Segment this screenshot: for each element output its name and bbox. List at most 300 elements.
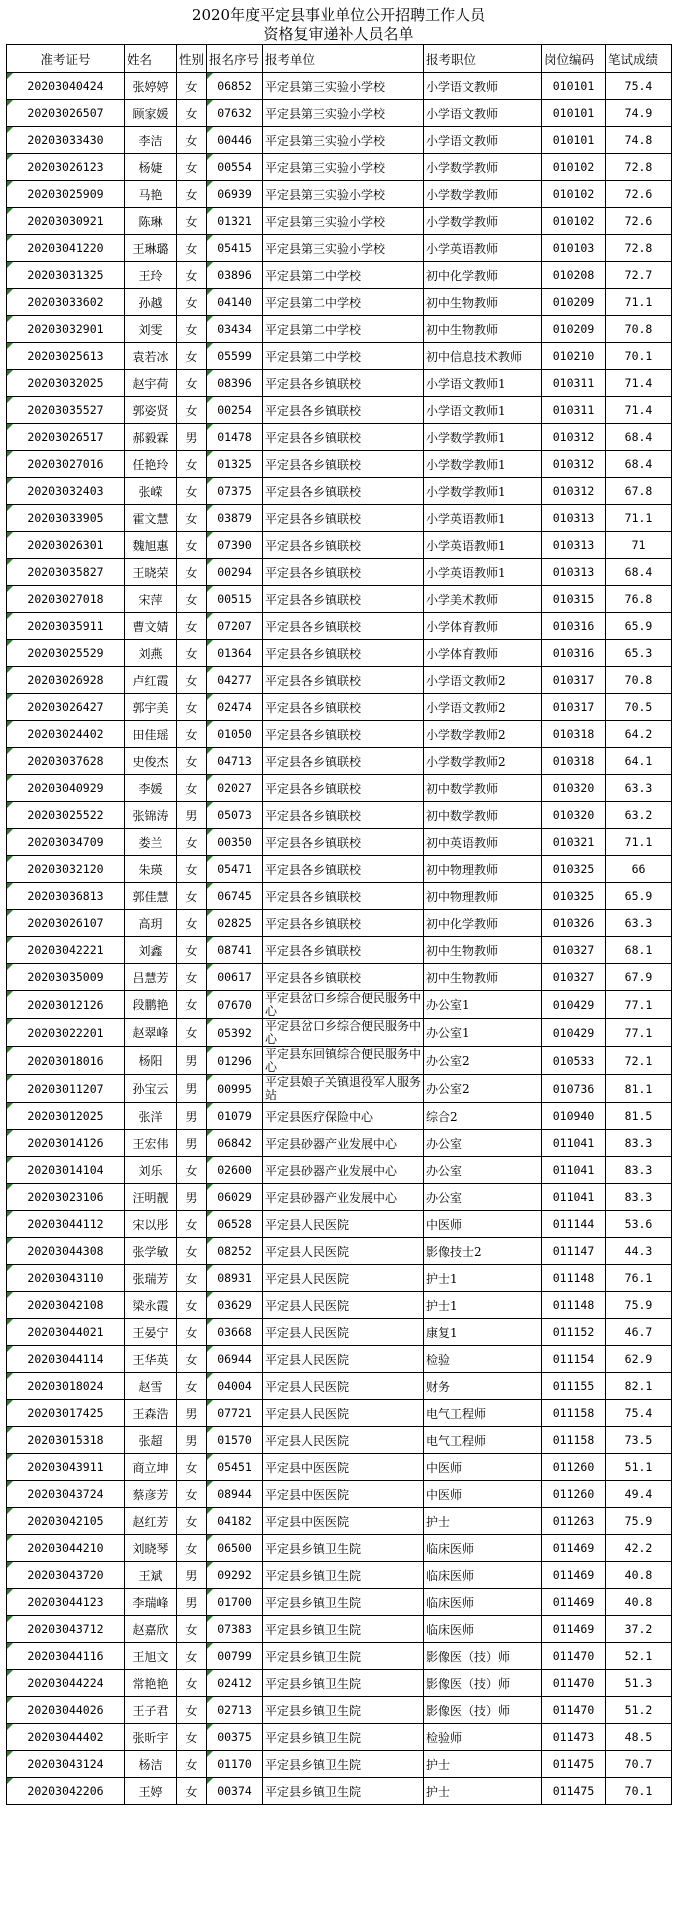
registration-number-cell: 01700: [207, 1589, 263, 1616]
name-cell: 李瑞峰: [125, 1589, 177, 1616]
document-sheet: [6, 6, 671, 1805]
registration-number-cell: 06500: [207, 1535, 263, 1562]
table-row: [7, 1427, 672, 1454]
gender-cell: 女: [177, 964, 207, 991]
table-row: [7, 775, 672, 802]
registration-number-cell: 01296: [207, 1047, 263, 1075]
position-code-cell: 011469: [542, 1562, 606, 1589]
exam-number-cell: 20203030921: [7, 208, 125, 235]
score-cell: 70.7: [606, 1751, 672, 1778]
score-cell: 74.9: [606, 100, 672, 127]
employer-cell: 平定县各乡镇联校: [263, 910, 424, 937]
employer-cell: 平定县第二中学校: [263, 343, 424, 370]
gender-cell: 女: [177, 1292, 207, 1319]
exam-number-cell: 20203018024: [7, 1373, 125, 1400]
score-cell: 71.1: [606, 289, 672, 316]
gender-cell: 女: [177, 910, 207, 937]
table-row: [7, 694, 672, 721]
gender-cell: 女: [177, 991, 207, 1019]
exam-number-cell: 20203034709: [7, 829, 125, 856]
position-cell: 护士: [424, 1751, 542, 1778]
table-row: [7, 559, 672, 586]
position-code-cell: 010102: [542, 208, 606, 235]
position-cell: 办公室2: [424, 1047, 542, 1075]
position-code-cell: 011155: [542, 1373, 606, 1400]
table-row: [7, 1670, 672, 1697]
employer-cell: 平定县人民医院: [263, 1238, 424, 1265]
exam-number-cell: 20203044114: [7, 1346, 125, 1373]
exam-number-cell: 20203026507: [7, 100, 125, 127]
registration-number-cell: 00799: [207, 1643, 263, 1670]
gender-cell: 女: [177, 613, 207, 640]
name-cell: 汪明靓: [125, 1184, 177, 1211]
score-cell: 70.1: [606, 343, 672, 370]
name-cell: 常艳艳: [125, 1670, 177, 1697]
table-row: [7, 505, 672, 532]
score-cell: 83.3: [606, 1157, 672, 1184]
position-cell: 小学语文教师2: [424, 667, 542, 694]
employer-cell: 平定县各乡镇联校: [263, 802, 424, 829]
position-code-cell: 011148: [542, 1265, 606, 1292]
score-cell: 46.7: [606, 1319, 672, 1346]
employer-cell: 平定县砂器产业发展中心: [263, 1184, 424, 1211]
position-cell: 中医师: [424, 1454, 542, 1481]
exam-number-cell: 20203042108: [7, 1292, 125, 1319]
table-row: [7, 856, 672, 883]
score-cell: 72.6: [606, 181, 672, 208]
score-cell: 68.1: [606, 937, 672, 964]
employer-cell: 平定县第三实验小学校: [263, 208, 424, 235]
gender-cell: 女: [177, 262, 207, 289]
employer-cell: 平定县各乡镇联校: [263, 964, 424, 991]
name-cell: 王宏伟: [125, 1130, 177, 1157]
exam-number-cell: 20203043110: [7, 1265, 125, 1292]
gender-cell: 女: [177, 1697, 207, 1724]
gender-cell: 女: [177, 1481, 207, 1508]
employer-cell: 平定县人民医院: [263, 1319, 424, 1346]
position-cell: 办公室1: [424, 1019, 542, 1047]
gender-cell: 女: [177, 289, 207, 316]
registration-number-cell: 09292: [207, 1562, 263, 1589]
score-cell: 68.4: [606, 451, 672, 478]
position-cell: 小学英语教师: [424, 235, 542, 262]
name-cell: 商立坤: [125, 1454, 177, 1481]
position-code-cell: 011148: [542, 1292, 606, 1319]
gender-cell: 女: [177, 856, 207, 883]
name-cell: 刘乐: [125, 1157, 177, 1184]
position-code-cell: 010209: [542, 316, 606, 343]
score-cell: 44.3: [606, 1238, 672, 1265]
position-code-cell: 010209: [542, 289, 606, 316]
position-code-cell: 010429: [542, 1019, 606, 1047]
position-code-cell: 010325: [542, 856, 606, 883]
registration-number-cell: 05451: [207, 1454, 263, 1481]
position-cell: 小学数学教师1: [424, 424, 542, 451]
position-cell: 影像医（技）师: [424, 1697, 542, 1724]
exam-number-cell: 20203032120: [7, 856, 125, 883]
table-row: [7, 1778, 672, 1805]
score-cell: 70.8: [606, 667, 672, 694]
position-code-cell: 010940: [542, 1103, 606, 1130]
table-row: [7, 1481, 672, 1508]
position-cell: 初中生物教师: [424, 289, 542, 316]
exam-number-cell: 20203026517: [7, 424, 125, 451]
score-cell: 73.5: [606, 1427, 672, 1454]
table-row: [7, 343, 672, 370]
score-cell: 77.1: [606, 991, 672, 1019]
position-cell: 办公室: [424, 1157, 542, 1184]
exam-number-cell: 20203014104: [7, 1157, 125, 1184]
position-cell: 电气工程师: [424, 1427, 542, 1454]
position-cell: 护士: [424, 1778, 542, 1805]
employer-cell: 平定县乡镇卫生院: [263, 1778, 424, 1805]
table-row: [7, 1751, 672, 1778]
registration-number-cell: 04182: [207, 1508, 263, 1535]
name-cell: 蔡彦芳: [125, 1481, 177, 1508]
score-cell: 37.2: [606, 1616, 672, 1643]
registration-number-cell: 02412: [207, 1670, 263, 1697]
table-row: [7, 667, 672, 694]
exam-number-cell: 20203035527: [7, 397, 125, 424]
gender-cell: 女: [177, 343, 207, 370]
position-cell: 小学英语教师1: [424, 532, 542, 559]
table-row: [7, 1535, 672, 1562]
header-cell: 报考职位: [424, 45, 542, 73]
table-row: [7, 1508, 672, 1535]
exam-number-cell: 20203043712: [7, 1616, 125, 1643]
registration-number-cell: 08944: [207, 1481, 263, 1508]
position-cell: 办公室1: [424, 991, 542, 1019]
registration-number-cell: 07390: [207, 532, 263, 559]
table-row: [7, 748, 672, 775]
header-cell: 笔试成绩: [606, 45, 672, 73]
header-cell: 性别: [177, 45, 207, 73]
position-code-cell: 011041: [542, 1130, 606, 1157]
position-code-cell: 010533: [542, 1047, 606, 1075]
score-cell: 48.5: [606, 1724, 672, 1751]
name-cell: 王琳璐: [125, 235, 177, 262]
gender-cell: 女: [177, 1319, 207, 1346]
score-cell: 75.9: [606, 1508, 672, 1535]
registration-number-cell: 01079: [207, 1103, 263, 1130]
exam-number-cell: 20203022201: [7, 1019, 125, 1047]
name-cell: 李媛: [125, 775, 177, 802]
score-cell: 51.1: [606, 1454, 672, 1481]
score-cell: 72.6: [606, 208, 672, 235]
table-row: [7, 73, 672, 100]
employer-cell: 平定县各乡镇联校: [263, 505, 424, 532]
position-cell: 中医师: [424, 1211, 542, 1238]
registration-number-cell: 06852: [207, 73, 263, 100]
position-code-cell: 010103: [542, 235, 606, 262]
name-cell: 杨婕: [125, 154, 177, 181]
exam-number-cell: 20203044116: [7, 1643, 125, 1670]
position-code-cell: 010325: [542, 883, 606, 910]
registration-number-cell: 00995: [207, 1075, 263, 1103]
gender-cell: 女: [177, 1670, 207, 1697]
position-cell: 小学英语教师1: [424, 559, 542, 586]
employer-cell: 平定县各乡镇联校: [263, 775, 424, 802]
score-cell: 77.1: [606, 1019, 672, 1047]
position-code-cell: 010316: [542, 640, 606, 667]
gender-cell: 女: [177, 181, 207, 208]
registration-number-cell: 00294: [207, 559, 263, 586]
position-code-cell: 010311: [542, 397, 606, 424]
table-row: [7, 991, 672, 1019]
employer-cell: 平定县乡镇卫生院: [263, 1697, 424, 1724]
table-row: [7, 1292, 672, 1319]
registration-number-cell: 07721: [207, 1400, 263, 1427]
gender-cell: 男: [177, 1589, 207, 1616]
exam-number-cell: 20203017425: [7, 1400, 125, 1427]
registration-number-cell: 03879: [207, 505, 263, 532]
score-cell: 51.3: [606, 1670, 672, 1697]
employer-cell: 平定县砂器产业发展中心: [263, 1130, 424, 1157]
table-row: [7, 1643, 672, 1670]
position-cell: 护士1: [424, 1265, 542, 1292]
position-code-cell: 011469: [542, 1535, 606, 1562]
table-row: [7, 208, 672, 235]
name-cell: 宋萍: [125, 586, 177, 613]
employer-cell: 平定县各乡镇联校: [263, 613, 424, 640]
exam-number-cell: 20203044021: [7, 1319, 125, 1346]
gender-cell: 女: [177, 1724, 207, 1751]
score-cell: 67.9: [606, 964, 672, 991]
exam-number-cell: 20203044112: [7, 1211, 125, 1238]
table-row: [7, 1265, 672, 1292]
position-cell: 初中信息技术教师: [424, 343, 542, 370]
exam-number-cell: 20203043720: [7, 1562, 125, 1589]
gender-cell: 女: [177, 937, 207, 964]
name-cell: 张瑞芳: [125, 1265, 177, 1292]
position-cell: 护士1: [424, 1292, 542, 1319]
table-row: [7, 1616, 672, 1643]
employer-cell: 平定县第三实验小学校: [263, 154, 424, 181]
table-row: [7, 1373, 672, 1400]
position-cell: 电气工程师: [424, 1400, 542, 1427]
position-code-cell: 010101: [542, 73, 606, 100]
position-code-cell: 011041: [542, 1157, 606, 1184]
gender-cell: 女: [177, 1211, 207, 1238]
employer-cell: 平定县各乡镇联校: [263, 397, 424, 424]
exam-number-cell: 20203041220: [7, 235, 125, 262]
name-cell: 杨洁: [125, 1751, 177, 1778]
exam-number-cell: 20203031325: [7, 262, 125, 289]
position-cell: 临床医师: [424, 1562, 542, 1589]
exam-number-cell: 20203043124: [7, 1751, 125, 1778]
title-line-2: 资格复审递补人员名单: [263, 25, 414, 43]
exam-number-cell: 20203042105: [7, 1508, 125, 1535]
gender-cell: 男: [177, 1427, 207, 1454]
gender-cell: 女: [177, 1508, 207, 1535]
gender-cell: 女: [177, 478, 207, 505]
gender-cell: 男: [177, 802, 207, 829]
score-cell: 40.8: [606, 1562, 672, 1589]
table-row: [7, 964, 672, 991]
registration-number-cell: 06528: [207, 1211, 263, 1238]
exam-number-cell: 20203023106: [7, 1184, 125, 1211]
employer-cell: 平定县中医医院: [263, 1481, 424, 1508]
employer-cell: 平定县第三实验小学校: [263, 181, 424, 208]
registration-number-cell: 01325: [207, 451, 263, 478]
exam-number-cell: 20203012126: [7, 991, 125, 1019]
position-cell: 初中数学教师: [424, 802, 542, 829]
registration-number-cell: 00375: [207, 1724, 263, 1751]
name-cell: 王旭文: [125, 1643, 177, 1670]
name-cell: 魏旭惠: [125, 532, 177, 559]
table-row: [7, 1319, 672, 1346]
score-cell: 71.4: [606, 397, 672, 424]
exam-number-cell: 20203024402: [7, 721, 125, 748]
registration-number-cell: 05392: [207, 1019, 263, 1047]
employer-cell: 平定县中医医院: [263, 1454, 424, 1481]
name-cell: 郭姿贤: [125, 397, 177, 424]
name-cell: 王晏宁: [125, 1319, 177, 1346]
position-cell: 初中生物教师: [424, 937, 542, 964]
score-cell: 71.4: [606, 370, 672, 397]
registration-number-cell: 03434: [207, 316, 263, 343]
position-cell: 初中生物教师: [424, 316, 542, 343]
score-cell: 83.3: [606, 1184, 672, 1211]
name-cell: 娄兰: [125, 829, 177, 856]
score-cell: 76.1: [606, 1265, 672, 1292]
position-cell: 综合2: [424, 1103, 542, 1130]
gender-cell: 女: [177, 748, 207, 775]
employer-cell: 平定县乡镇卫生院: [263, 1616, 424, 1643]
registration-number-cell: 07207: [207, 613, 263, 640]
position-code-cell: 010208: [542, 262, 606, 289]
registration-number-cell: 00617: [207, 964, 263, 991]
registration-number-cell: 02825: [207, 910, 263, 937]
name-cell: 张洋: [125, 1103, 177, 1130]
score-cell: 67.8: [606, 478, 672, 505]
employer-cell: 平定县人民医院: [263, 1400, 424, 1427]
employer-cell: 平定县各乡镇联校: [263, 694, 424, 721]
employer-cell: 平定县娘子关镇退役军人服务站: [263, 1075, 424, 1103]
gender-cell: 女: [177, 721, 207, 748]
score-cell: 42.2: [606, 1535, 672, 1562]
score-cell: 75.4: [606, 73, 672, 100]
exam-number-cell: 20203014126: [7, 1130, 125, 1157]
name-cell: 张昕宇: [125, 1724, 177, 1751]
position-code-cell: 010312: [542, 424, 606, 451]
position-cell: 临床医师: [424, 1616, 542, 1643]
employer-cell: 平定县人民医院: [263, 1265, 424, 1292]
registration-number-cell: 05471: [207, 856, 263, 883]
score-cell: 64.2: [606, 721, 672, 748]
registration-number-cell: 04713: [207, 748, 263, 775]
position-cell: 初中英语教师: [424, 829, 542, 856]
score-cell: 71.1: [606, 505, 672, 532]
exam-number-cell: 20203025522: [7, 802, 125, 829]
table-row: [7, 424, 672, 451]
employer-cell: 平定县第三实验小学校: [263, 73, 424, 100]
score-cell: 82.1: [606, 1373, 672, 1400]
employer-cell: 平定县各乡镇联校: [263, 748, 424, 775]
table-row: [7, 1103, 672, 1130]
gender-cell: 女: [177, 1616, 207, 1643]
position-code-cell: 011158: [542, 1400, 606, 1427]
name-cell: 张超: [125, 1427, 177, 1454]
table-row: [7, 1724, 672, 1751]
employer-cell: 平定县岔口乡综合便民服务中心: [263, 991, 424, 1019]
score-cell: 68.4: [606, 424, 672, 451]
score-cell: 71.1: [606, 829, 672, 856]
position-cell: 中医师: [424, 1481, 542, 1508]
position-cell: 办公室: [424, 1184, 542, 1211]
position-cell: 小学美术教师: [424, 586, 542, 613]
score-cell: 64.1: [606, 748, 672, 775]
name-cell: 霍文慧: [125, 505, 177, 532]
gender-cell: 女: [177, 1751, 207, 1778]
employer-cell: 平定县各乡镇联校: [263, 532, 424, 559]
registration-number-cell: 07670: [207, 991, 263, 1019]
position-cell: 财务: [424, 1373, 542, 1400]
registration-number-cell: 04277: [207, 667, 263, 694]
gender-cell: 女: [177, 370, 207, 397]
exam-number-cell: 20203037628: [7, 748, 125, 775]
gender-cell: 男: [177, 1400, 207, 1427]
registration-number-cell: 01570: [207, 1427, 263, 1454]
table-row: [7, 478, 672, 505]
position-cell: 初中化学教师: [424, 910, 542, 937]
table-row: [7, 829, 672, 856]
exam-number-cell: 20203026123: [7, 154, 125, 181]
registration-number-cell: 01364: [207, 640, 263, 667]
name-cell: 王婷: [125, 1778, 177, 1805]
name-cell: 张嵘: [125, 478, 177, 505]
position-cell: 小学数学教师2: [424, 748, 542, 775]
exam-number-cell: 20203032901: [7, 316, 125, 343]
registration-number-cell: 00515: [207, 586, 263, 613]
name-cell: 吕慧芳: [125, 964, 177, 991]
header-cell: 报考单位: [263, 45, 424, 73]
name-cell: 赵嘉欣: [125, 1616, 177, 1643]
name-cell: 宋以彤: [125, 1211, 177, 1238]
table-row: [7, 1562, 672, 1589]
name-cell: 郭佳慧: [125, 883, 177, 910]
employer-cell: 平定县各乡镇联校: [263, 856, 424, 883]
score-cell: 62.9: [606, 1346, 672, 1373]
table-row: [7, 100, 672, 127]
score-cell: 81.1: [606, 1075, 672, 1103]
position-cell: 初中物理教师: [424, 856, 542, 883]
registration-number-cell: 03896: [207, 262, 263, 289]
name-cell: 王子君: [125, 1697, 177, 1724]
position-code-cell: 011475: [542, 1778, 606, 1805]
position-code-cell: 010101: [542, 127, 606, 154]
score-cell: 65.9: [606, 613, 672, 640]
gender-cell: 男: [177, 1075, 207, 1103]
table-row: [7, 1075, 672, 1103]
exam-number-cell: 20203032403: [7, 478, 125, 505]
registration-number-cell: 06745: [207, 883, 263, 910]
score-cell: 63.2: [606, 802, 672, 829]
gender-cell: 女: [177, 829, 207, 856]
exam-number-cell: 20203025909: [7, 181, 125, 208]
position-code-cell: 010316: [542, 613, 606, 640]
employer-cell: 平定县中医医院: [263, 1508, 424, 1535]
position-cell: 小学语文教师1: [424, 370, 542, 397]
employer-cell: 平定县各乡镇联校: [263, 370, 424, 397]
position-code-cell: 011470: [542, 1670, 606, 1697]
exam-number-cell: 20203042221: [7, 937, 125, 964]
exam-number-cell: 20203036813: [7, 883, 125, 910]
name-cell: 王华英: [125, 1346, 177, 1373]
score-cell: 52.1: [606, 1643, 672, 1670]
table-row: [7, 1697, 672, 1724]
name-cell: 田佳瑶: [125, 721, 177, 748]
